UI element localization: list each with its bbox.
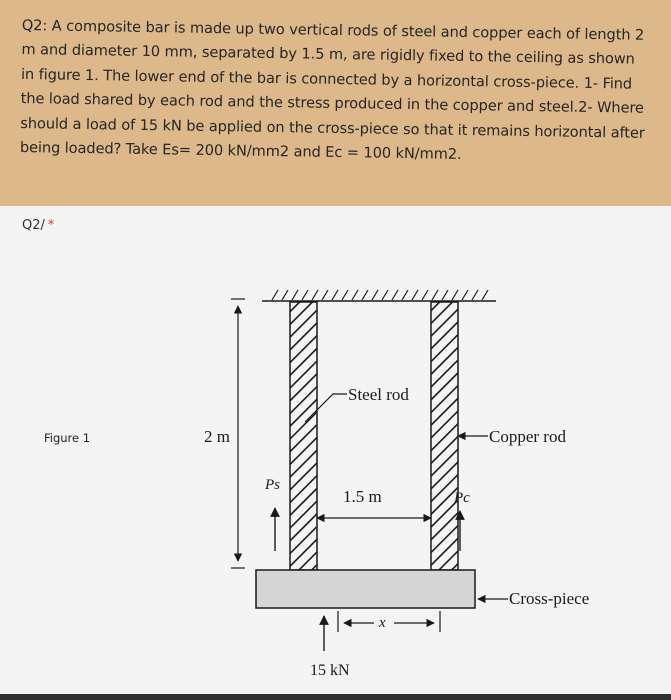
x-label: x [379, 615, 386, 631]
figure-caption: Figure 1 [44, 431, 91, 445]
ps-label: Ps [265, 477, 280, 493]
question-text: Q2: A composite bar is made up two vertical rods of steel and copper each of length 2 m and diameter 10 mm, separated by 1.5 m, are rigidly fixed to the ceiling as shown in figure 1. The lower end of the bar is connected by a horizontal cross-piece. 1- Find the load shared by each rod and the stress produced in the copper and steel.2- Where should a load of 15 kN be applied on the cross-piece so that it remains horizontal after being loaded? Take Es= 200 kN/mm2 and Ec = 100 kN/mm2. [19, 16, 645, 163]
figure-1-diagram [0, 206, 671, 694]
pc-label: Pc [454, 490, 470, 506]
length-dimension [231, 299, 245, 568]
bottom-edge [0, 694, 671, 700]
length-label: 2 m [204, 427, 230, 446]
crosspiece-label: Cross-piece [509, 589, 590, 608]
steel-rod [290, 302, 317, 570]
ceiling-support [262, 290, 496, 301]
question-banner [0, 0, 671, 206]
question-number: Q2/ [22, 218, 45, 233]
spacing-label: 1.5 m [343, 487, 382, 506]
load-label: 15 kN [310, 662, 350, 679]
cross-piece [256, 570, 475, 608]
x-dimension [338, 611, 440, 632]
required-asterisk: * [47, 218, 55, 233]
copper-rod [431, 302, 458, 570]
steel-rod-label: Steel rod [348, 385, 409, 404]
question-card [0, 206, 671, 694]
copper-rod-label: Copper rod [489, 427, 566, 446]
